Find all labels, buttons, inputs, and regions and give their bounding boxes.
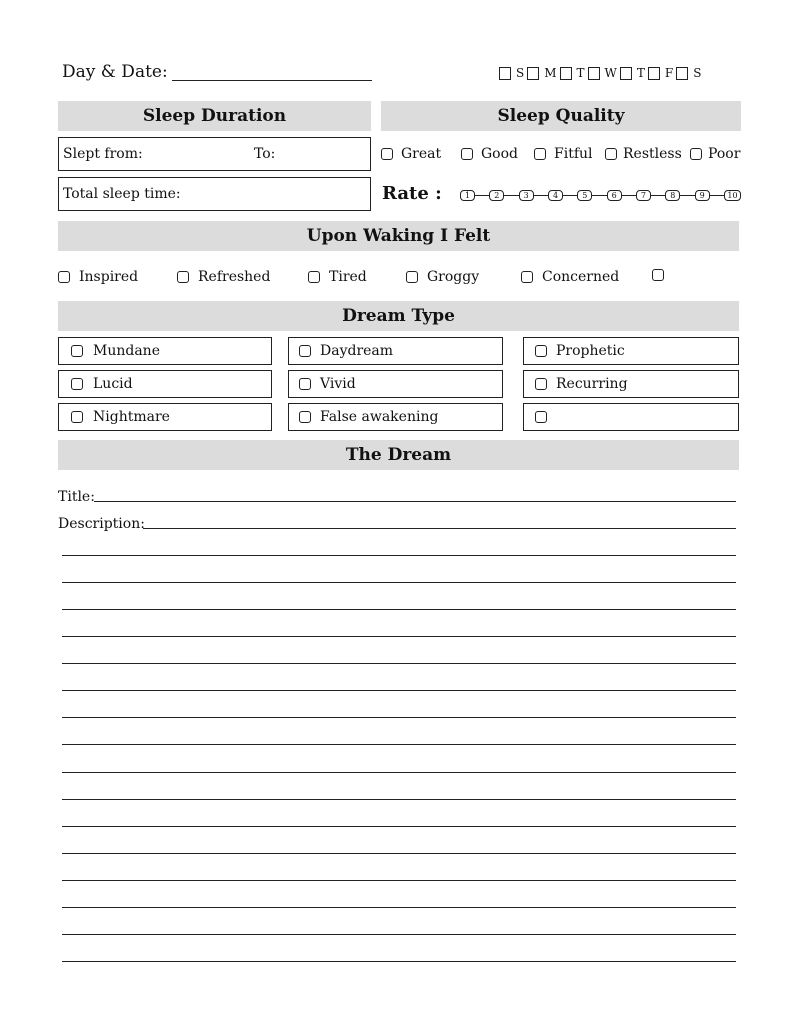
- writing-line[interactable]: [62, 772, 736, 773]
- dream-type-option-blank[interactable]: [523, 403, 739, 431]
- checkbox-icon[interactable]: [71, 411, 83, 423]
- dream-type-option[interactable]: False awakening: [288, 403, 503, 431]
- weekday-option[interactable]: F: [648, 66, 673, 80]
- checkbox-icon[interactable]: [299, 411, 311, 423]
- dream-type-option[interactable]: Daydream: [288, 337, 503, 365]
- checkbox-icon[interactable]: [535, 378, 547, 390]
- dream-title-label: Title:: [58, 489, 95, 505]
- quality-option[interactable]: Fitful: [534, 146, 593, 162]
- weekday-option[interactable]: W: [588, 66, 617, 80]
- writing-line[interactable]: [62, 934, 736, 935]
- rate-option[interactable]: 3: [519, 190, 534, 201]
- rate-option[interactable]: 6: [607, 190, 622, 201]
- rate-option[interactable]: 4: [548, 190, 563, 201]
- weekday-checkbox[interactable]: [620, 67, 632, 80]
- the-dream-heading: The Dream: [58, 440, 739, 470]
- waking-option[interactable]: Inspired: [58, 269, 138, 285]
- checkbox-icon[interactable]: [605, 148, 617, 160]
- slept-from-box[interactable]: [58, 137, 371, 171]
- writing-line[interactable]: [62, 609, 736, 610]
- rate-option[interactable]: 2: [489, 190, 504, 201]
- dream-type-option[interactable]: Prophetic: [523, 337, 739, 365]
- checkbox-icon[interactable]: [71, 345, 83, 357]
- rate-label: Rate :: [382, 183, 442, 204]
- dream-title-field[interactable]: [94, 501, 736, 502]
- writing-line[interactable]: [62, 636, 736, 637]
- checkbox-icon[interactable]: [71, 378, 83, 390]
- checkbox-icon[interactable]: [521, 271, 533, 283]
- writing-line[interactable]: [62, 717, 736, 718]
- weekday-option[interactable]: S: [499, 66, 524, 80]
- weekday-option[interactable]: T: [620, 66, 645, 80]
- total-sleep-box[interactable]: [58, 177, 371, 211]
- dream-type-option[interactable]: Lucid: [58, 370, 272, 398]
- checkbox-icon[interactable]: [535, 345, 547, 357]
- quality-option[interactable]: Great: [381, 146, 441, 162]
- rate-option[interactable]: 5: [577, 190, 592, 201]
- weekday-selector: [496, 66, 701, 80]
- weekday-option[interactable]: S: [676, 66, 701, 80]
- writing-line[interactable]: [62, 555, 736, 556]
- writing-line[interactable]: [62, 799, 736, 800]
- writing-line[interactable]: [62, 961, 736, 962]
- waking-option[interactable]: Tired: [308, 269, 367, 285]
- checkbox-icon[interactable]: [461, 148, 473, 160]
- writing-line[interactable]: [62, 826, 736, 827]
- checkbox-icon[interactable]: [534, 148, 546, 160]
- checkbox-icon[interactable]: [535, 411, 547, 423]
- dream-type-option[interactable]: Nightmare: [58, 403, 272, 431]
- total-sleep-label: Total sleep time:: [63, 186, 181, 202]
- checkbox-icon[interactable]: [177, 271, 189, 283]
- weekday-checkbox[interactable]: [648, 67, 660, 80]
- quality-option[interactable]: Restless: [605, 146, 682, 162]
- writing-line[interactable]: [62, 744, 736, 745]
- waking-option-blank[interactable]: [652, 269, 664, 281]
- writing-line[interactable]: [62, 582, 736, 583]
- dream-description-field[interactable]: [143, 528, 736, 529]
- rate-option[interactable]: 1: [460, 190, 475, 201]
- slept-from-label: Slept from:: [63, 146, 143, 162]
- dream-type-heading: Dream Type: [58, 301, 739, 331]
- weekday-option[interactable]: T: [560, 66, 585, 80]
- rate-option[interactable]: 7: [636, 190, 651, 201]
- sleep-quality-heading: Sleep Quality: [381, 101, 741, 131]
- checkbox-icon[interactable]: [690, 148, 702, 160]
- day-date-label: Day & Date:: [62, 62, 168, 82]
- waking-heading: Upon Waking I Felt: [58, 221, 739, 251]
- dream-type-option[interactable]: Mundane: [58, 337, 272, 365]
- weekday-checkbox[interactable]: [588, 67, 600, 80]
- weekday-option[interactable]: M: [527, 66, 556, 80]
- checkbox-icon[interactable]: [299, 378, 311, 390]
- waking-option[interactable]: Groggy: [406, 269, 479, 285]
- waking-option[interactable]: Refreshed: [177, 269, 270, 285]
- checkbox-icon[interactable]: [652, 269, 664, 281]
- to-label: To:: [254, 146, 276, 162]
- weekday-checkbox[interactable]: [499, 67, 511, 80]
- writing-line[interactable]: [62, 853, 736, 854]
- checkbox-icon[interactable]: [58, 271, 70, 283]
- writing-line[interactable]: [62, 907, 736, 908]
- day-date-field[interactable]: [172, 80, 372, 81]
- waking-option[interactable]: Concerned: [521, 269, 619, 285]
- writing-line[interactable]: [62, 663, 736, 664]
- dream-description-label: Description:: [58, 516, 145, 532]
- rate-option[interactable]: 8: [665, 190, 680, 201]
- dream-type-option[interactable]: Vivid: [288, 370, 503, 398]
- weekday-checkbox[interactable]: [527, 67, 539, 80]
- writing-line[interactable]: [62, 880, 736, 881]
- writing-line[interactable]: [62, 690, 736, 691]
- checkbox-icon[interactable]: [381, 148, 393, 160]
- checkbox-icon[interactable]: [299, 345, 311, 357]
- checkbox-icon[interactable]: [406, 271, 418, 283]
- weekday-checkbox[interactable]: [676, 67, 688, 80]
- checkbox-icon[interactable]: [308, 271, 320, 283]
- quality-option[interactable]: Good: [461, 146, 518, 162]
- dream-type-option[interactable]: Recurring: [523, 370, 739, 398]
- quality-option[interactable]: Poor: [690, 146, 740, 162]
- rate-option[interactable]: 10: [724, 190, 741, 201]
- weekday-checkbox[interactable]: [560, 67, 572, 80]
- rate-option[interactable]: 9: [695, 190, 710, 201]
- rate-scale: [460, 190, 741, 201]
- sleep-duration-heading: Sleep Duration: [58, 101, 371, 131]
